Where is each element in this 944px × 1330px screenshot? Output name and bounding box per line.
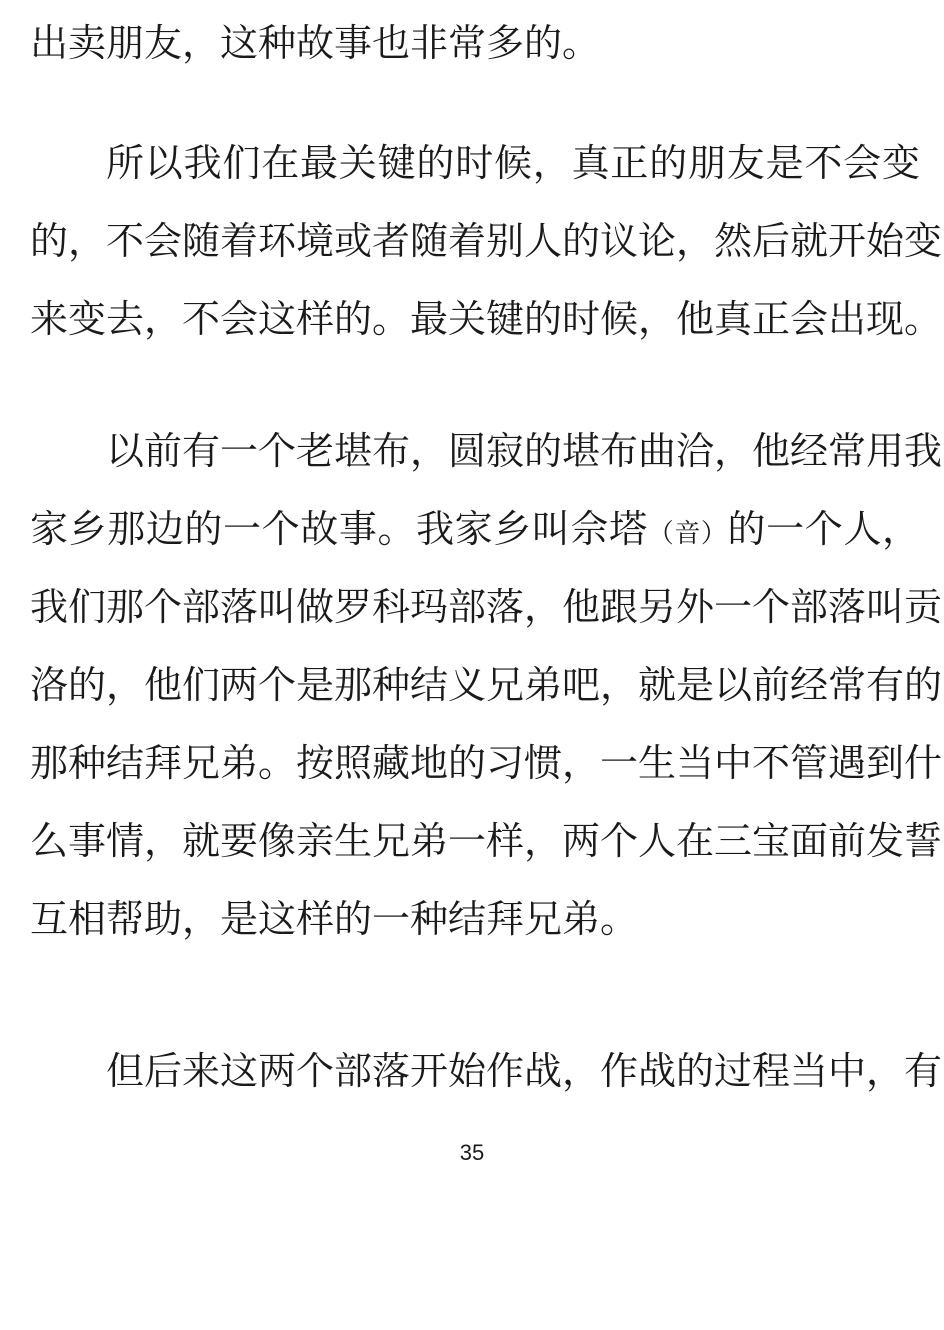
paragraph-4 [30,1032,943,1110]
text-line: 来变去，不会这样的。最关键的时候，他真正会出现。 [30,297,943,341]
text-line: 所以我们在最关键的时候，真正的朋友是不会变 [106,141,920,185]
paragraph-1 [30,4,920,82]
text-line: 洛的，他们两个是那种结义兄弟吧，就是以前经常有的 [30,663,943,707]
text-segment: 的一个人， [727,507,920,551]
paragraph-3 [30,412,943,958]
page-number: 35 [459,1140,485,1165]
text-line: 以前有一个老堪布，圆寂的堪布曲洽，他经常用我 [106,429,943,473]
text-line: 但后来这两个部落开始作战，作战的过程当中，有 [106,1049,943,1093]
text-line-with-note [30,490,920,568]
text-line: 出卖朋友，这种故事也非常多的。 [30,21,601,65]
pronunciation-note: （音） [647,519,728,549]
text-line: 那种结拜兄弟。按照藏地的习惯，一生当中不管遇到什 [30,741,943,785]
text-line: 互相帮助，是这样的一种结拜兄弟。 [30,897,639,941]
text-line: 的，不会随着环境或者随着别人的议论，然后就开始变 [30,219,943,263]
paragraph-2 [30,124,943,358]
text-line: 么事情，就要像亲生兄弟一样，两个人在三宝面前发誓 [30,819,943,863]
text-line: 我们那个部落叫做罗科玛部落，他跟另外一个部落叫贡 [30,585,943,629]
text-segment: 家乡那边的一个故事。我家乡叫佘塔 [30,507,648,551]
